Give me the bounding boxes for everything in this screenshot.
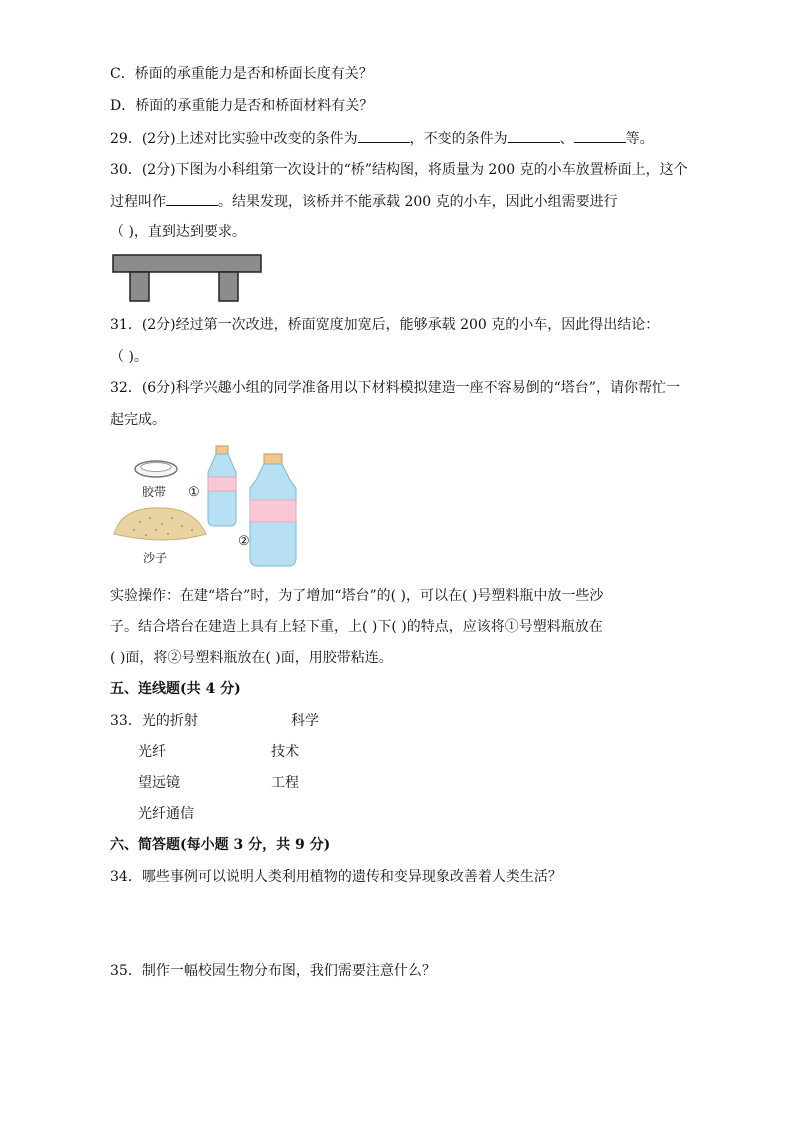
matching-left-item: 望远镜 (138, 775, 180, 791)
matching-left-item: 光纤通信 (138, 806, 194, 822)
q31-line-1: 31．(2分)经过第一次改进，桥面宽度加宽后，能够承载 200 克的小车，因此得出结论： (110, 317, 660, 333)
bridge-deck (113, 255, 261, 272)
tape-icon (135, 461, 177, 477)
sand-label: 沙子 (143, 551, 168, 565)
question-35: 35．制作一幅校园生物分布图，我们需要注意什么？ (110, 963, 436, 979)
section-6-title: 六、简答题(每小题 3 分，共 9 分) (110, 837, 331, 853)
q32-procedure-2: 子。结合塔台在建造上具有上轻下重，上( )下( )的特点，应该将①号塑料瓶放在 (110, 619, 603, 635)
answer-blank (508, 128, 560, 143)
q29-text-d: 等。 (625, 131, 654, 147)
q32-line-2: 起完成。 (110, 412, 166, 428)
small-bottle-icon (208, 446, 236, 526)
matching-right-item: 工程 (271, 775, 299, 791)
q30-line-3: （ )，直到达到要求。 (110, 224, 246, 240)
question-34: 34．哪些事例可以说明人类利用植物的遗传和变异现象改善着人类生活？ (110, 869, 562, 885)
q29-text-b: ，不变的条件为 (409, 131, 508, 147)
q31-line-2: （ )。 (110, 349, 148, 365)
q32-procedure-1: 实验操作：在建“塔台”时，为了增加“塔台”的( )，可以在( )号塑料瓶中放一些沙 (110, 588, 604, 604)
matching-right-item: 科学 (291, 713, 319, 729)
q30-line-1: 30．(2分)下图为小科组第一次设计的“桥”结构图，将质量为 200 克的小车放置桥面上，这个 (110, 162, 688, 178)
matching-right-item: 技术 (271, 744, 299, 760)
bridge-pier-left (130, 272, 149, 301)
q32-procedure-3: ( )面，将②号塑料瓶放在( )面，用胶带粘连。 (110, 650, 393, 666)
q29-text-a: 29．(2分)上述对比实验中改变的条件为 (110, 131, 358, 147)
sand-pile-icon (114, 508, 206, 540)
question-29 (110, 128, 654, 149)
section-5-title: 五、连线题(共 4 分) (110, 681, 241, 697)
large-bottle-icon (250, 454, 296, 566)
answer-blank (166, 191, 218, 206)
tape-label: 胶带 (142, 485, 167, 499)
answer-blank (574, 128, 626, 143)
bottle-1-label: ① (188, 485, 200, 500)
q30-text-b: 。结果发现，该桥并不能承载 200 克的小车，因此小组需要进行 (218, 194, 618, 210)
q30-text-a: 过程叫作 (110, 194, 166, 210)
q30-line-2 (110, 191, 618, 212)
bridge-pier-right (219, 272, 238, 301)
bridge-diagram (112, 254, 264, 304)
matching-left-item: 光纤 (138, 744, 166, 760)
option-c: C．桥面的承重能力是否和桥面长度有关？ (110, 66, 373, 82)
q29-text-c: 、 (559, 131, 574, 147)
bottle-2-label: ② (238, 534, 250, 549)
materials-illustration (110, 442, 310, 572)
q33-title: 33．光的折射 (110, 713, 198, 729)
answer-blank (358, 128, 410, 143)
q32-line-1: 32．(6分)科学兴趣小组的同学准备用以下材料模拟建造一座不容易倒的“塔台”，请你帮忙一 (110, 380, 680, 396)
option-d: D．桥面的承重能力是否和桥面材料有关？ (110, 98, 374, 114)
